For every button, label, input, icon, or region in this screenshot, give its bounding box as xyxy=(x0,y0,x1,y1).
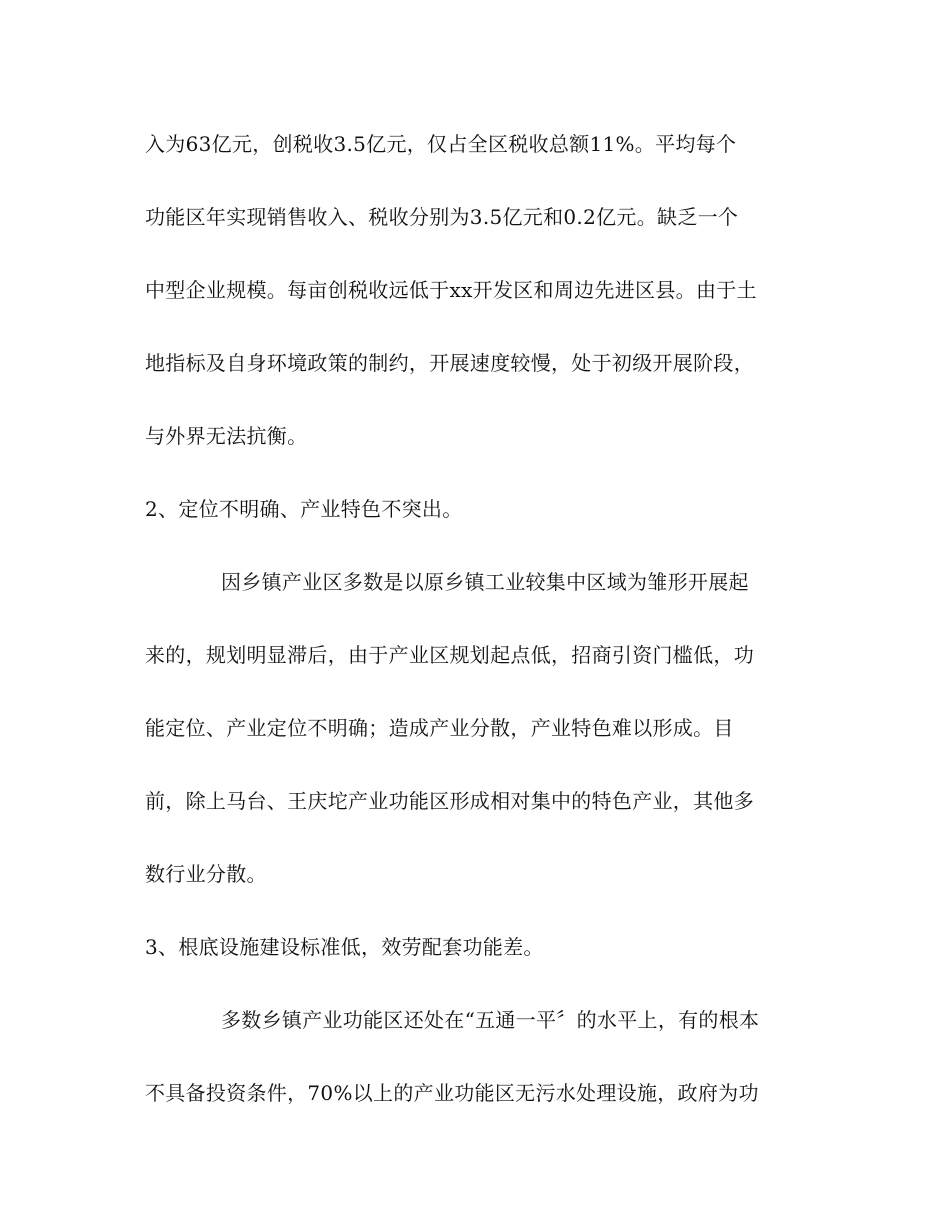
paragraph-line: 前，除上马台、王庆坨产业功能区形成相对集中的特色产业，其他多 xyxy=(145,789,754,813)
paragraph-line: 与外界无法抗衡。 xyxy=(145,424,308,448)
paragraph-line: 来的，规划明显滞后，由于产业区规划起点低，招商引资门槛低，功 xyxy=(145,643,754,667)
paragraph-line: 能定位、产业定位不明确；造成产业分散，产业特色难以形成。目 xyxy=(145,716,734,740)
paragraph-line: 地指标及自身环境政策的制约，开展速度较慢，处于初级开展阶段， xyxy=(145,351,754,375)
paragraph-line: 入为63亿元，创税收3.5亿元，仅占全区税收总额11%。平均每个 xyxy=(145,132,737,156)
paragraph-line: 因乡镇产业区多数是以原乡镇工业较集中区域为雏形开展起 xyxy=(221,570,749,594)
paragraph-line: 功能区年实现销售收入、税收分别为3.5亿元和0.2亿元。缺乏一个 xyxy=(145,205,739,229)
paragraph-line: 中型企业规模。每亩创税收远低于xx开发区和周边先进区县。由于土 xyxy=(145,278,757,302)
paragraph-line: 不具备投资条件，70%以上的产业功能区无污水处理设施，政府为功 xyxy=(145,1081,759,1105)
paragraph-line: 多数乡镇产业功能区还处在“五通一平〞的水平上，有的根本 xyxy=(221,1008,760,1032)
section-heading: 2、定位不明确、产业特色不突出。 xyxy=(145,497,463,521)
paragraph-line: 数行业分散。 xyxy=(145,862,267,886)
section-heading: 3、根底设施建设标准低，效劳配套功能差。 xyxy=(145,935,544,959)
